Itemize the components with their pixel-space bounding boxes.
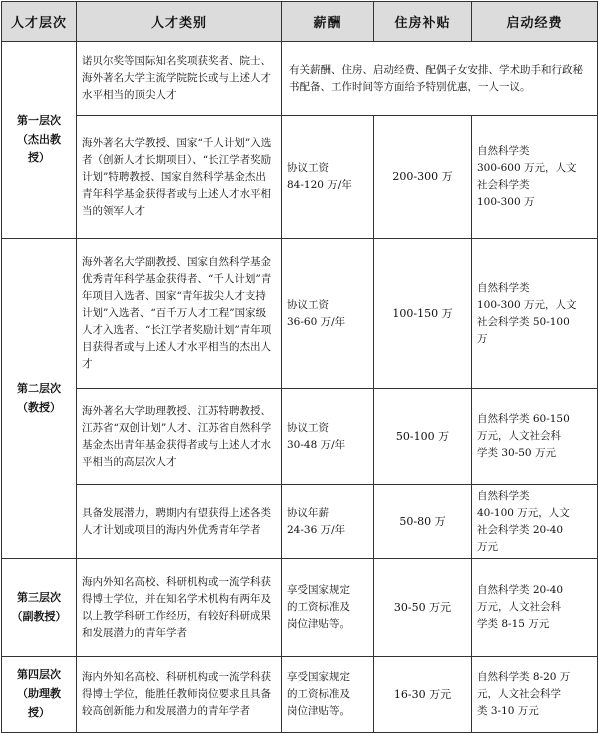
level-cell-1 [2, 42, 77, 239]
table-row [2, 42, 598, 116]
funding-line: 学类 8-15 万元 [477, 618, 550, 630]
header-talent-category: 人才类别 [77, 2, 282, 42]
funding-line: 万元，人文社会科 [477, 601, 561, 613]
funding-line: 100-300 万 [477, 196, 535, 208]
funding-line: 万元 [477, 540, 498, 553]
funding-line: 40-100 万元，人文 [477, 506, 570, 519]
funding-line: 万 [477, 332, 488, 345]
talent-category-cell: 海内外知名高校、科研机构或一流学科获得博士学位，能胜任教师岗位要求且具备较高创新能力和发展潜力的青年学者 [77, 657, 282, 733]
funding-line: 类 3-10 万元 [477, 705, 539, 717]
level-line: （助理教 [17, 687, 61, 701]
level-line: （杰出教 [17, 132, 61, 146]
housing-cell: 30-50 万元 [374, 559, 472, 657]
housing-cell: 50-100 万 [374, 389, 472, 485]
talent-category-cell: 海外著名大学副教授、国家自然科学基金优秀青年科学基金获得者、“千人计划”青年项目入选者、国家“青年拔尖人才支持计划”入选者、“百千万人才工程”国家级人才入选者、“长江学者奖励计划”青年项目获得者或与上述人才水平相当的杰出人才 [77, 239, 282, 389]
talent-category-cell: 海外著名大学助理教授、江苏特聘教授、江苏省“双创计划”人才、江苏省自然科学基金杰出青年基金获得者或与上述人才水平相当的高层次人才 [77, 389, 282, 485]
funding-line: 自然科学类 [477, 145, 530, 157]
salary-cell [282, 116, 374, 239]
salary-cell [282, 485, 374, 559]
level-cell-3 [2, 559, 77, 657]
housing-cell: 50-80 万 [374, 485, 472, 559]
salary-line: 岗位津贴等。 [287, 705, 350, 717]
funding-cell [472, 239, 598, 389]
funding-cell [472, 389, 598, 485]
talent-policy-table [1, 1, 598, 733]
salary-line: 岗位津贴等。 [287, 618, 350, 630]
funding-cell [472, 116, 598, 239]
funding-line: 自然科学类 [477, 281, 530, 294]
header-startup-funding: 启动经费 [472, 2, 598, 42]
header-talent-level: 人才层次 [2, 2, 77, 42]
funding-cell [472, 559, 598, 657]
table-row [2, 389, 598, 485]
talent-category-cell: 海内外知名高校、科研机构或一流学科获得博士学位，并在知名学术机构有两年及以上教学科研工作经历，有较好科研成果和发展潜力的青年学者 [77, 559, 282, 657]
header-salary: 薪酬 [282, 2, 374, 42]
talent-category-cell: 具备发展潜力，聘期内有望获得上述各类人才计划或项目的海内外优秀青年学者 [77, 485, 282, 559]
level-line: 授） [28, 151, 50, 165]
funding-line: 自然科学类 8-20 万 [477, 671, 571, 683]
table-row [2, 485, 598, 559]
special-treatment-cell: 有关薪酬、住房、启动经费、配偶子女安排、学术助手和行政秘书配备、工作时间等方面给予特别优惠，一人一议。 [282, 42, 598, 116]
salary-line: 的工资标准及 [287, 601, 350, 613]
funding-line: 社会科学类 20-40 [477, 523, 564, 536]
salary-cell [282, 239, 374, 389]
level-line: 第四层次 [17, 668, 61, 682]
salary-line: 协议年薪 [287, 506, 329, 519]
funding-line: 社会科学类 [477, 179, 530, 191]
level-line: （教授） [17, 400, 61, 414]
table-row [2, 239, 598, 389]
funding-line: 元，人文社会科学 [477, 688, 561, 700]
table-row [2, 657, 598, 733]
table-row [2, 559, 598, 657]
salary-cell [282, 559, 374, 657]
funding-line: 社会科学类 50-100 [477, 315, 570, 328]
talent-category-cell: 诺贝尔奖等国际知名奖项获奖者、院士、海外著名大学主流学院院长或与上述人才水平相当的顶尖人才 [77, 42, 282, 116]
salary-line: 36-60 万/年 [287, 315, 346, 328]
salary-cell [282, 657, 374, 733]
level-line: 第一层次 [17, 113, 61, 127]
funding-line: 自然科学类 20-40 [477, 584, 564, 596]
funding-line: 300-600 万元，人文 [477, 162, 577, 174]
housing-cell: 100-150 万 [374, 239, 472, 389]
talent-table-container [1, 1, 597, 733]
talent-category-cell: 海外著名大学教授、国家“千人计划”入选者（创新人才长期项目）、“长江学者奖励计划”特聘教授、国家自然科学基金杰出青年科学基金获得者或与上述人才水平相当的领军人才 [77, 116, 282, 239]
level-cell-4 [2, 657, 77, 733]
salary-line: 享受国家规定 [287, 584, 350, 596]
level-cell-2 [2, 239, 77, 559]
level-line: 授） [28, 705, 50, 719]
funding-line: 自然科学类 [477, 489, 530, 502]
salary-line: 30-48 万/年 [287, 438, 346, 451]
salary-line: 享受国家规定 [287, 671, 350, 683]
header-row [2, 2, 598, 42]
housing-cell: 200-300 万 [374, 116, 472, 239]
funding-line: 学类 30-50 万元 [477, 447, 556, 459]
salary-line: 84-120 万/年 [287, 179, 352, 191]
funding-line: 自然科学类 60-150 [477, 413, 570, 425]
salary-line: 24-36 万/年 [287, 523, 346, 536]
level-line: 第二层次 [17, 381, 61, 395]
level-line: 第三层次 [17, 590, 61, 604]
level-line: （副教授） [11, 609, 67, 623]
salary-line: 协议工资 [287, 298, 329, 311]
salary-line: 的工资标准及 [287, 688, 350, 700]
housing-cell: 16-30 万元 [374, 657, 472, 733]
salary-line: 协议工资 [287, 421, 329, 434]
header-housing-subsidy: 住房补贴 [374, 2, 472, 42]
funding-line: 100-300 万元，人文 [477, 298, 577, 311]
funding-cell [472, 657, 598, 733]
salary-cell [282, 389, 374, 485]
table-row [2, 116, 598, 239]
salary-line: 协议工资 [287, 162, 329, 174]
funding-cell [472, 485, 598, 559]
funding-line: 万元，人文社会科 [477, 430, 561, 442]
